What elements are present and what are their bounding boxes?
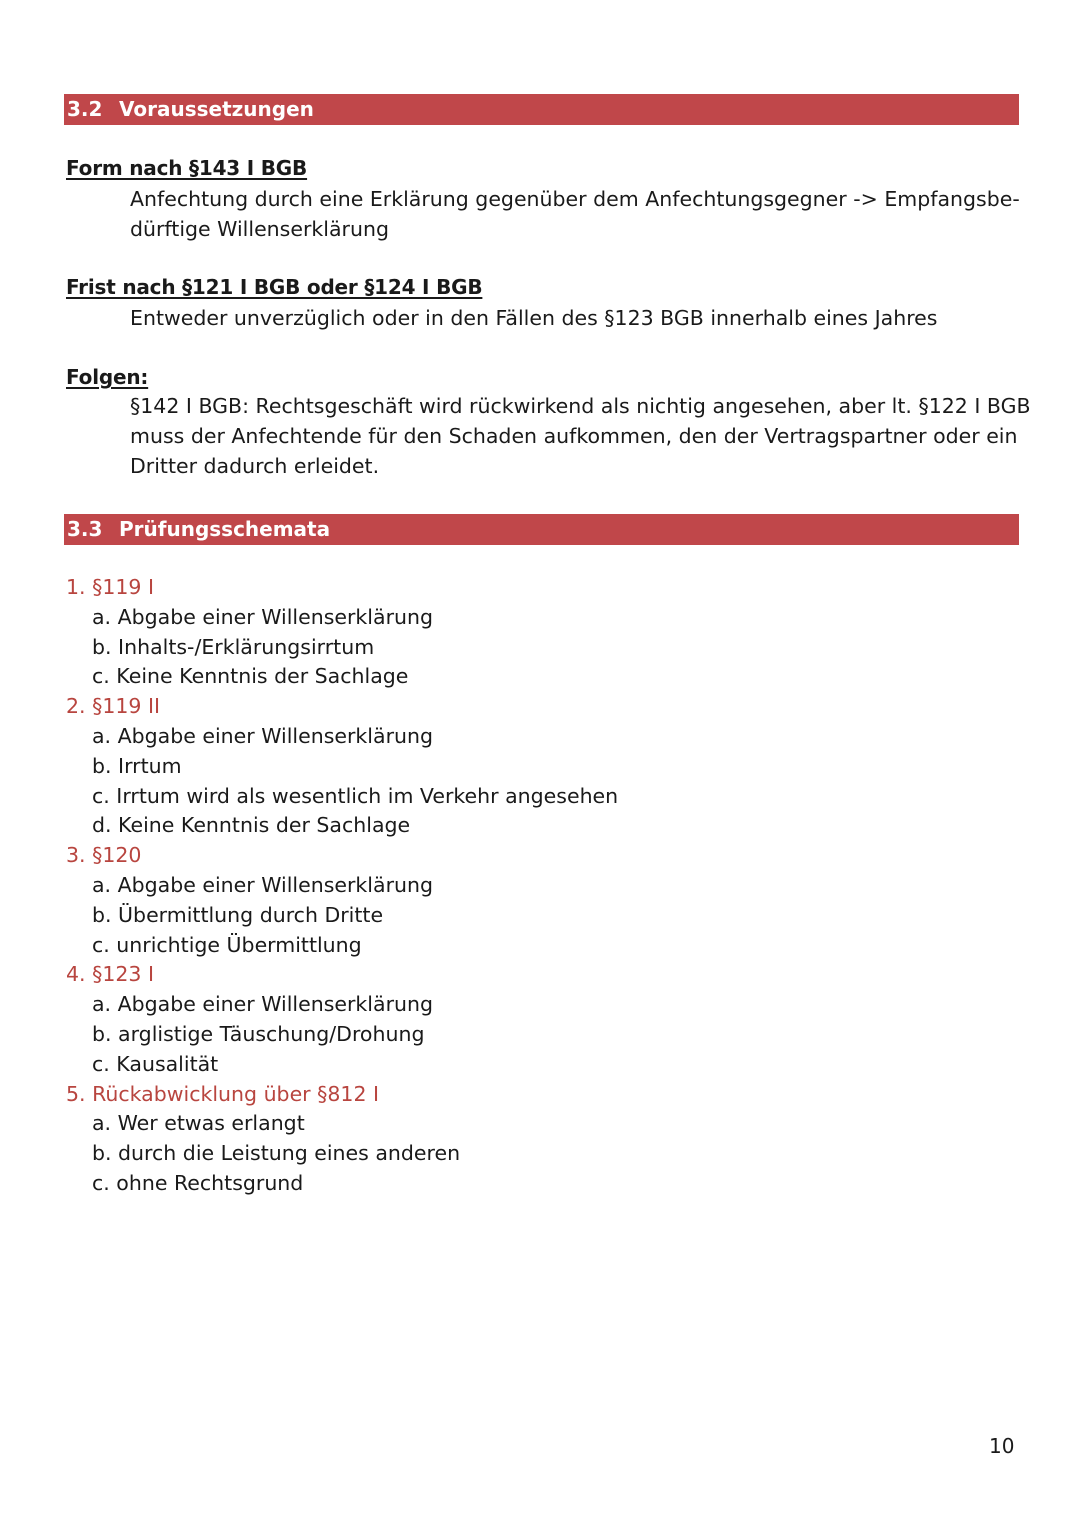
- paragraph-folgen: [130, 391, 1031, 481]
- sub-list-item: a. Wer etwas erlangt: [92, 1111, 305, 1136]
- sub-list: [66, 1109, 618, 1198]
- sub-list-item: d. Keine Kenntnis der Sachlage: [92, 813, 411, 838]
- sub-list-item: b. Übermittlung durch Dritte: [92, 902, 384, 927]
- sub-list-item: b. durch die Leistung eines anderen: [92, 1141, 461, 1166]
- text-line: Anfechtung durch eine Erklärung gegenüber dem Anfechtungsgegner -> Empfangsbe-: [130, 187, 1020, 211]
- sub-list-item: a. Abgabe einer Willenserklärung: [92, 723, 433, 748]
- list-item-label: 1. §119 I: [66, 575, 155, 599]
- sub-list-item: b. Irrtum: [92, 753, 182, 778]
- sub-list-item: b. arglistige Täuschung/Drohung: [92, 1021, 425, 1046]
- sub-list-item: c. unrichtige Übermittlung: [92, 932, 362, 957]
- list-item: [66, 573, 618, 692]
- list-item: [66, 841, 618, 960]
- sub-list: [66, 990, 618, 1079]
- text-line: §142 I BGB: Rechtsgeschäft wird rückwirkend als nichtig angesehen, aber lt. §122 I BGB: [130, 394, 1031, 418]
- section-title: Voraussetzungen: [119, 97, 314, 121]
- section-number: 3.2: [67, 97, 103, 121]
- section-header-3-2: [64, 94, 1019, 125]
- sub-list-item: a. Abgabe einer Willenserklärung: [92, 872, 433, 897]
- sub-list-item: c. Kausalität: [92, 1051, 219, 1076]
- schemata-list: [66, 573, 618, 1199]
- sub-list-item: a. Abgabe einer Willenserklärung: [92, 992, 433, 1017]
- heading-form: Form nach §143 I BGB: [66, 156, 308, 180]
- paragraph-form: [130, 184, 1020, 244]
- section-title: Prüfungsschemata: [119, 517, 331, 541]
- section-number: 3.3: [67, 517, 103, 541]
- text-line: Dritter dadurch erleidet.: [130, 454, 380, 478]
- sub-list-item: c. ohne Rechtsgrund: [92, 1170, 304, 1195]
- heading-folgen: Folgen:: [66, 365, 149, 389]
- sub-list-item: b. Inhalts-/Erklärungsirrtum: [92, 634, 375, 659]
- list-item: [66, 692, 618, 841]
- list-item-label: 3. §120: [66, 843, 142, 868]
- page-number: 10: [989, 1434, 1015, 1458]
- paragraph-frist: [130, 303, 1010, 333]
- list-item: [66, 960, 618, 1079]
- list-item-label: 2. §119 II: [66, 694, 161, 719]
- list-item: [66, 1080, 618, 1199]
- heading-frist: Frist nach §121 I BGB oder §124 I BGB: [66, 275, 483, 299]
- list-item-label: 4. §123 I: [66, 962, 155, 987]
- text-line: Entweder unverzüglich oder in den Fällen des §123 BGB innerhalb eines Jahres: [130, 306, 938, 330]
- sub-list: [66, 603, 618, 692]
- sub-list-item: c. Irrtum wird als wesentlich im Verkehr angesehen: [92, 783, 619, 808]
- sub-list-item: a. Abgabe einer Willenserklärung: [92, 604, 433, 629]
- sub-list: [66, 871, 618, 960]
- text-line: muss der Anfechtende für den Schaden aufkommen, den der Vertragspartner oder ein: [130, 424, 1018, 448]
- section-header-3-3: [64, 514, 1019, 545]
- sub-list-item: c. Keine Kenntnis der Sachlage: [92, 664, 409, 689]
- text-line: dürftige Willenserklärung: [130, 217, 389, 241]
- sub-list: [66, 722, 618, 841]
- list-item-label: 5. Rückabwicklung über §812 I: [66, 1081, 380, 1106]
